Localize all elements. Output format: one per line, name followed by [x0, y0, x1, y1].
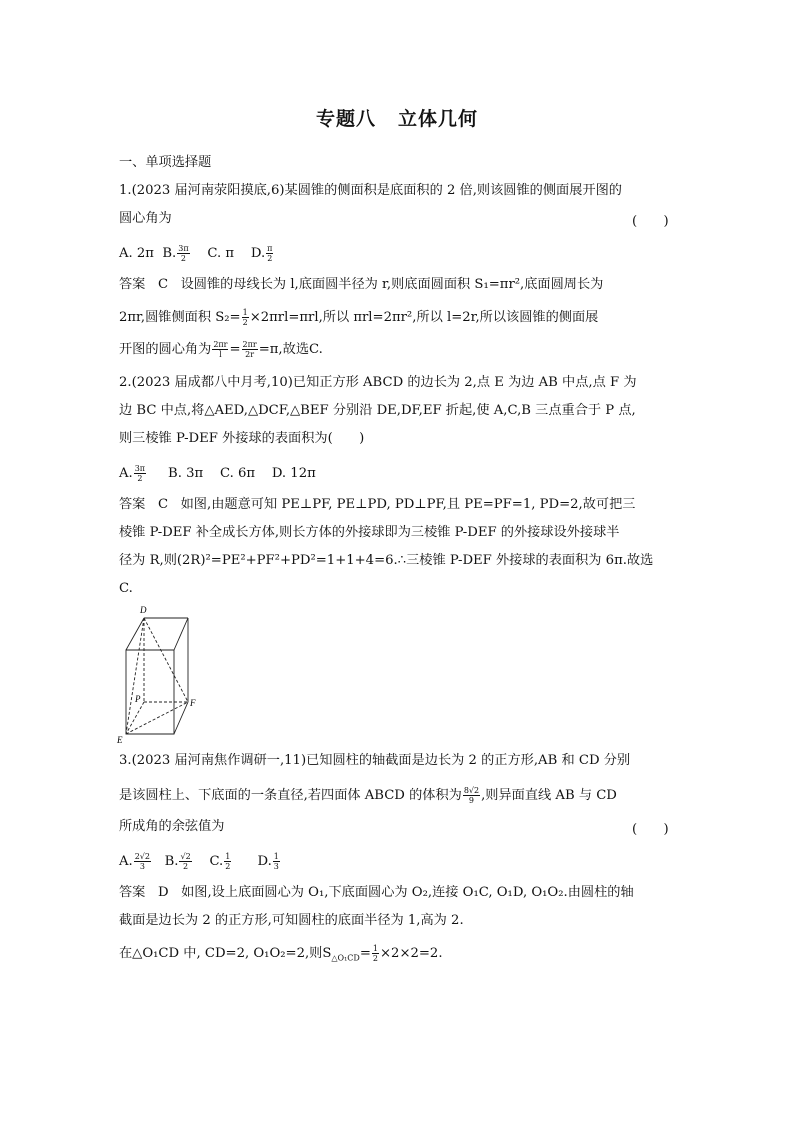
- q3-option-c: C.: [209, 854, 224, 869]
- q1-option-a: A. 2π: [119, 246, 154, 261]
- q1-option-b-fraction: $\frac{3\pi}{2}$: [178, 244, 189, 263]
- q1-answer-line3: 开图的圆心角为 $\frac{2\pi r}{l}$ = $\frac{2\pi r}{2r}$ =π,故选C.: [119, 340, 323, 359]
- q1-stem-line2: 圆心角为: [119, 211, 172, 226]
- q1-option-d-fraction: $\frac{\pi}{2}$: [267, 244, 273, 263]
- q3-stem-line2: 是该圆柱上、下底面的一条直径,若四面体 ABCD 的体积为 $\frac{8√2}{9}$ ,则异面直线 AB 与 CD: [119, 786, 617, 805]
- hidden-edge: [126, 702, 188, 734]
- q2-option-b: B. 3π: [168, 466, 204, 481]
- cuboid-figure: [114, 604, 204, 744]
- q1-option-b: B.: [162, 246, 177, 261]
- q3-option-b: B.: [164, 854, 179, 869]
- q2-stem-line3: 则三棱锥 P-DEF 外接球的表面积为( ): [119, 431, 365, 446]
- label-D: D: [140, 605, 147, 615]
- q2-answer-line1: 答案 C 如图,由题意可知 PE⊥PF, PE⊥PD, PD⊥PF,且 PE=PF=1, PD=2,故可把三: [119, 497, 636, 512]
- q1-stem-line1: 1.(2023 届河南荥阳摸底,6)某圆锥的侧面积是底面积的 2 倍,则该圆锥的侧面展开图的: [119, 183, 622, 198]
- section-heading: 一、单项选择题: [119, 155, 212, 170]
- hidden-edge: [144, 618, 188, 702]
- q3-options: A. $\frac{2√2}{3}$ B. $\frac{√2}{2}$ C. $\frac{1}{2}$ D. $\frac{1}{3}$: [119, 852, 279, 871]
- q3-answer-line2: 截面是边长为 2 的正方形,可知圆柱的底面半径为 1,高为 2.: [119, 913, 464, 928]
- q1-answer-letter: C: [157, 277, 169, 292]
- q3-option-d: D.: [257, 854, 272, 869]
- q2-option-d: D. 12π: [271, 466, 316, 481]
- q2-answer-line3: 径为 R,则(2R)²=PE²+PF²+PD²=1+1+4=6.∴三棱锥 P-DEF 外接球的表面积为 6π.故选: [119, 553, 654, 568]
- q1-option-d: D.: [250, 246, 266, 261]
- q2-option-c: C. 6π: [219, 466, 256, 481]
- q3-option-a: A.: [119, 854, 133, 869]
- q3-answer-line1: 答案 D 如图,设上底面圆心为 O₁,下底面圆心为 O₂,连接 O₁C, O₁D, O₁O₂.由圆柱的轴: [119, 885, 634, 900]
- label-F: F: [190, 698, 196, 708]
- q2-option-a: A.: [119, 466, 133, 481]
- q3-stem-line3: 所成角的余弦值为: [119, 819, 225, 834]
- q1-answer-line2: 2πr,圆锥侧面积 S₂= $\frac{1}{2}$ ×2πrl=πrl,所以 πrl=2πr²,所以 l=2r,所以该圆锥的侧面展: [119, 308, 599, 327]
- q1-answer-line1: 答案 C 设圆锥的母线长为 l,底面圆半径为 r,则底面圆面积 S₁=πr²,底面圆周长为: [119, 277, 604, 292]
- q1-answer-label: 答案: [119, 277, 146, 292]
- label-P: P: [135, 694, 141, 704]
- q2-options: A. $\frac{3\pi}{2}$ B. 3π C. 6π D. 12π: [119, 464, 316, 483]
- q2-answer-line2: 棱锥 P-DEF 补全成长方体,则长方体的外接球即为三棱锥 P-DEF 的外接球设外接球半: [119, 525, 620, 540]
- q2-stem-line2: 边 BC 中点,将△AED,△DCF,△BEF 分别沿 DE,DF,EF 折起,使 A,C,B 三点重合于 P 点,: [119, 403, 636, 418]
- edge: [174, 618, 188, 650]
- q1-options: [119, 244, 274, 263]
- q2-stem-line1: 2.(2023 届成都八中月考,10)已知正方形 ABCD 的边长为 2,点 E 为边 AB 中点,点 F 为: [119, 375, 637, 390]
- q3-answer-line3: 在△O₁CD 中, CD=2, O₁O₂=2,则$S_{\triangle O_1CD}=$ $\frac{1}{2}$ ×2×2=2.: [119, 944, 443, 963]
- q1-answer-blank: ( ): [632, 214, 669, 229]
- label-E: E: [117, 735, 123, 744]
- q1-option-c: C. π: [207, 246, 235, 261]
- title-main: 专题八: [315, 108, 376, 130]
- page-title: [0, 104, 794, 131]
- q3-answer-blank: ( ): [632, 822, 669, 837]
- hidden-edge: [126, 618, 144, 734]
- edge: [174, 702, 188, 734]
- q3-stem-line1: 3.(2023 届河南焦作调研一,11)已知圆柱的轴截面是边长为 2 的正方形,AB 和 CD 分别: [119, 753, 631, 768]
- title-sub: 立体几何: [398, 108, 479, 130]
- q2-answer-line4: C.: [119, 581, 133, 596]
